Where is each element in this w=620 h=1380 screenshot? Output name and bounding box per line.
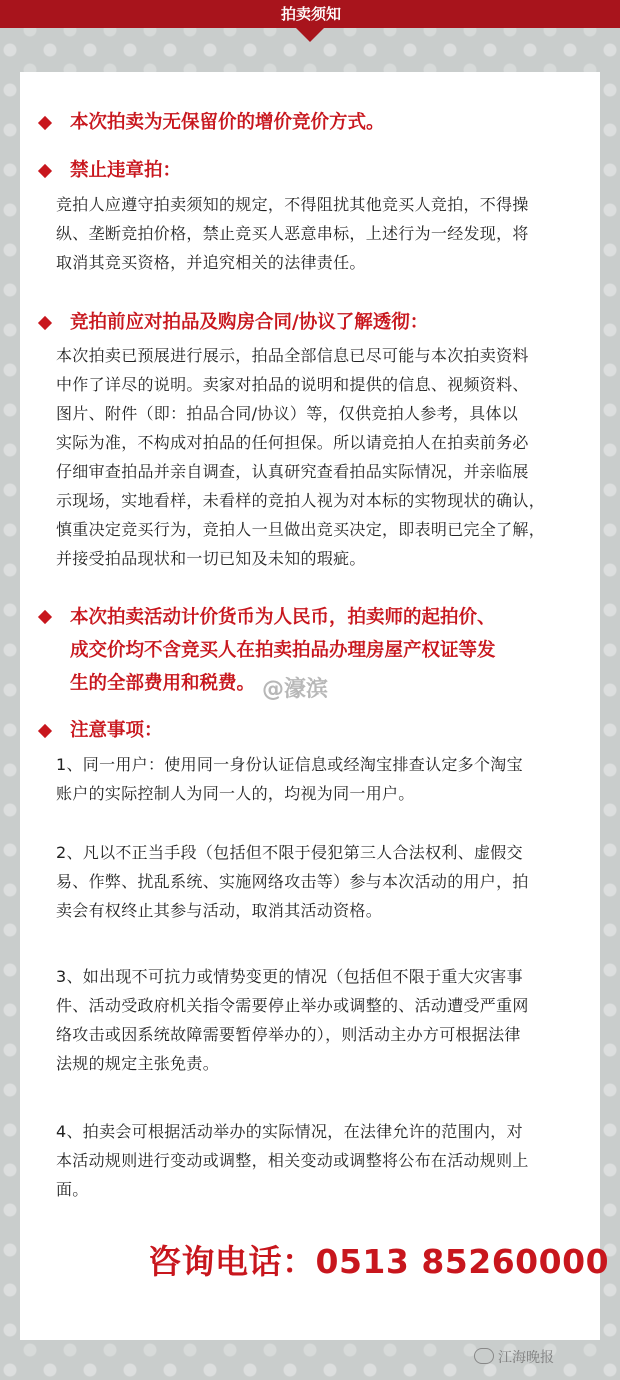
text-line: 竞拍人应遵守拍卖须知的规定，不得阻扰其他竞买人竞拍，不得操 xyxy=(56,195,529,214)
text-line: 本次拍卖已预展进行展示，拍品全部信息已尽可能与本次拍卖资料 xyxy=(56,346,529,365)
text-line: 本活动规则进行变动或调整，相关变动或调整将公布在活动规则上 xyxy=(56,1151,529,1170)
section-3-title: 竞拍前应对拍品及购房合同/协议了解透彻： xyxy=(70,312,429,333)
text-line: 仔细审查拍品并亲自调查，认真研究查看拍品实际情况，并亲临展 xyxy=(56,462,529,481)
section-2-title: 禁止违章拍： xyxy=(70,160,182,181)
text-line: 成交价均不含竞买人在拍卖拍品办理房屋产权证等发 xyxy=(70,640,496,661)
section-2-body xyxy=(56,190,586,277)
page-title: 拍卖须知 xyxy=(280,5,341,23)
text-line: 面。 xyxy=(56,1180,89,1199)
wechat-icon xyxy=(474,1348,494,1364)
notice-item-2 xyxy=(56,838,586,925)
text-line: 慎重决定竞买行为，竞拍人一旦做出竞买决定，即表明已完全了解， xyxy=(56,520,546,539)
text-line: 图片、附件（即：拍品合同/协议）等，仅供竞拍人参考，具体以 xyxy=(56,404,519,423)
text-line: 络攻击或因系统故障需要暂停举办的），则活动主办方可根据法律 xyxy=(56,1025,521,1044)
footer-brand: 江海晚报 xyxy=(498,1350,554,1366)
text-line: 账户的实际控制人为同一人的，均视为同一用户。 xyxy=(56,784,415,803)
notice-item-4 xyxy=(56,1117,586,1204)
text-line: 3、如出现不可抗力或情势变更的情况（包括但不限于重大灾害事 xyxy=(56,967,523,986)
section-1-title: 本次拍卖为无保留价的增价竞价方式。 xyxy=(70,112,385,133)
contact-phone[interactable]: 咨询电话：0513 85260000 xyxy=(148,1242,610,1281)
section-3-body xyxy=(56,341,586,573)
text-line: 生的全部费用和税费。 xyxy=(70,673,256,694)
text-line: 卖会有权终止其参与活动，取消其活动资格。 xyxy=(56,901,383,920)
notice-item-1 xyxy=(56,750,586,808)
section-5-title: 注意事项： xyxy=(70,720,163,741)
text-line: 易、作弊、扰乱系统、实施网络攻击等）参与本次活动的用户，拍 xyxy=(56,872,529,891)
text-line: 4、拍卖会可根据活动举办的实际情况，在法律允许的范围内，对 xyxy=(56,1122,523,1141)
notice-item-3 xyxy=(56,962,586,1078)
text-line: 2、凡以不正当手段（包括但不限于侵犯第三人合法权利、虚假交 xyxy=(56,843,523,862)
text-line: 中作了详尽的说明。卖家对拍品的说明和提供的信息、视频资料、 xyxy=(56,375,529,394)
text-line: 取消其竞买资格，并追究相关的法律责任。 xyxy=(56,253,366,272)
text-line: 纵、垄断竞拍价格，禁止竞买人恶意串标，上述行为一经发现，将 xyxy=(56,224,529,243)
text-line: 实际为准，不构成对拍品的任何担保。所以请竞拍人在拍卖前务必 xyxy=(56,433,529,452)
text-line: 并接受拍品现状和一切已知及未知的瑕疵。 xyxy=(56,549,366,568)
text-line: 法规的规定主张免责。 xyxy=(56,1054,220,1073)
text-line: 本次拍卖活动计价货币为人民币，拍卖师的起拍价、 xyxy=(70,607,496,628)
watermark: @濠滨 xyxy=(262,677,329,702)
text-line: 件、活动受政府机关指令需要停止举办或调整的、活动遭受严重网 xyxy=(56,996,529,1015)
text-line: 示现场，实地看样，未看样的竞拍人视为对本标的实物现状的确认， xyxy=(56,491,546,510)
header-notch xyxy=(296,28,324,42)
text-line: 1、同一用户：使用同一身份认证信息或经淘宝排查认定多个淘宝 xyxy=(56,755,523,774)
